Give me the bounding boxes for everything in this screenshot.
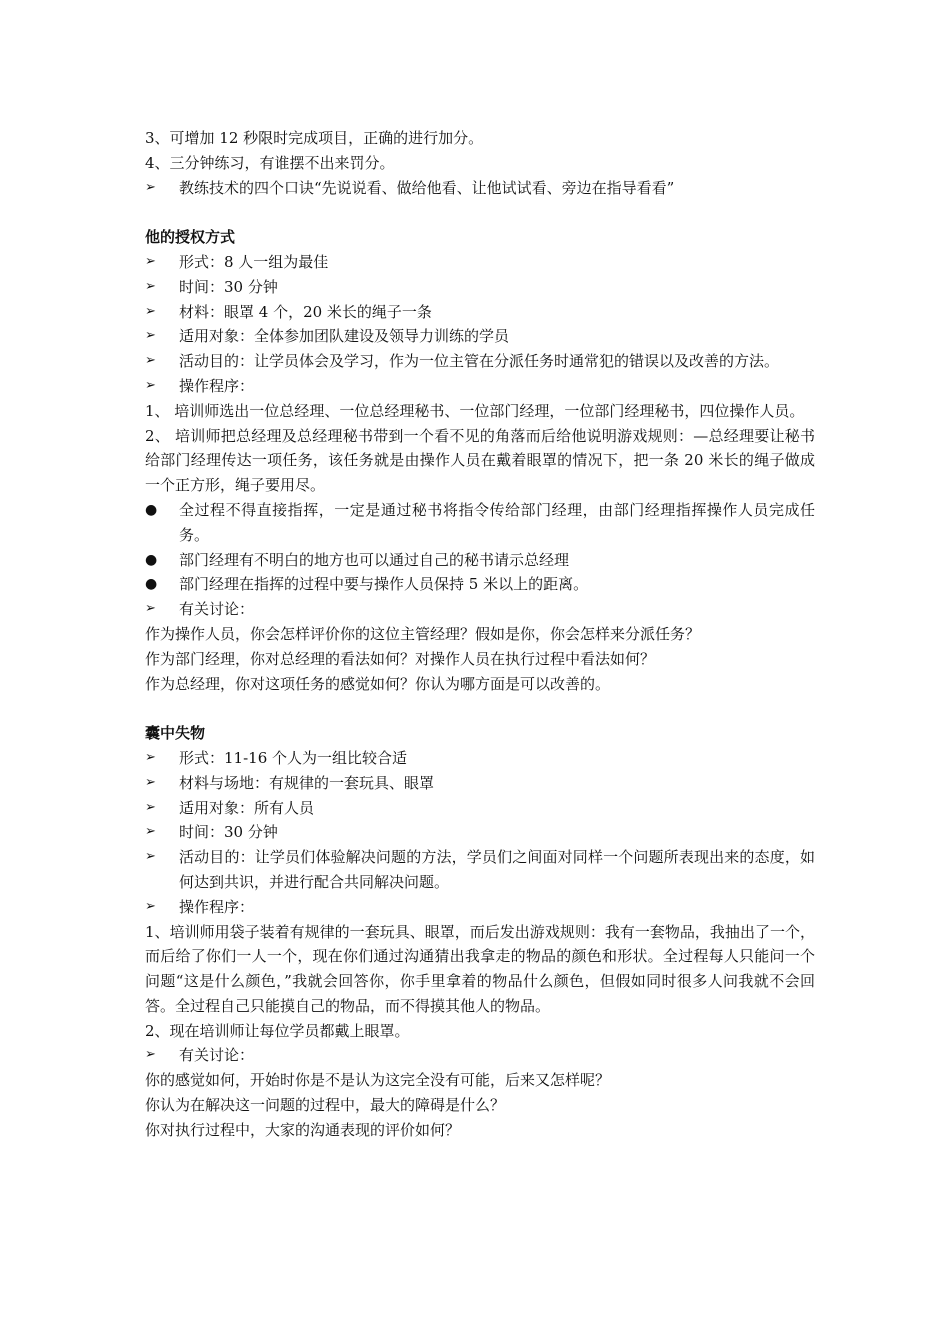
arrow-bullet-item (145, 796, 815, 821)
paragraph: 2、 培训师把总经理及总经理秘书带到一个看不见的角落而后给他说明游戏规则：—总经理要让秘书给部门经理传达一项任务，该任务就是由操作人员在戴着眼罩的情况下，把一条 20 米长的绳子做成一个正方形，绳子要用尽。 (145, 426, 815, 495)
section-title: 囊中失物 (145, 724, 206, 743)
arrow-bullet-icon: ➢ (145, 849, 156, 865)
bullet-text: 教练技术的四个口诀“先说说看、做给他看、让他试试看、旁边在指导看看” (179, 178, 675, 197)
text-line: 3、可增加 12 秒限时完成项目，正确的进行加分。 (145, 129, 484, 147)
arrow-bullet-item (145, 250, 815, 275)
spacer (145, 200, 815, 225)
spacer (145, 696, 815, 721)
arrow-bullet-item (145, 845, 815, 895)
question-line: 你认为在解决这一问题的过程中，最大的障碍是什么？ (145, 1096, 506, 1115)
dot-bullet-icon: ● (145, 576, 158, 593)
arrow-bullet-icon: ➢ (145, 253, 156, 269)
bullet-text: 材料与场地：有规律的一套玩具、眼罩 (179, 773, 435, 792)
bullet-text: 活动目的：让学员们体验解决问题的方法，学员们之间面对同样一个问题所表现出来的态度，如何达到共识，并进行配合共同解决问题。 (179, 848, 815, 891)
arrow-bullet-icon: ➢ (145, 377, 156, 393)
bullet-text: 活动目的：让学员体会及学习，作为一位主管在分派任务时通常犯的错误以及改善的方法。 (179, 352, 780, 371)
arrow-bullet-item (145, 374, 815, 399)
arrow-bullet-item (145, 349, 815, 374)
question-line: 你对执行过程中，大家的沟通表现的评价如何？ (145, 1120, 461, 1139)
question-line: 你的感觉如何，开始时你是不是认为这完全没有可能，后来又怎样呢？ (145, 1071, 611, 1090)
section-title: 他的授权方式 (145, 228, 236, 247)
arrow-bullet-icon: ➢ (145, 353, 156, 369)
bullet-text: 形式：8 人一组为最佳 (179, 252, 329, 271)
arrow-bullet-icon: ➢ (145, 328, 156, 344)
arrow-bullet-icon: ➢ (145, 824, 156, 840)
bullet-text: 全过程不得直接指挥，一定是通过秘书将指令传给部门经理，由部门经理指挥操作人员完成任务。 (179, 500, 815, 544)
paragraph: 2、现在培训师让每位学员都戴上眼罩。 (145, 1021, 410, 1040)
dot-bullet-item (145, 572, 815, 597)
arrow-bullet-item (145, 275, 815, 300)
arrow-bullet-icon: ➢ (145, 1047, 156, 1063)
arrow-bullet-icon: ➢ (145, 799, 156, 815)
bullet-text: 操作程序： (179, 897, 255, 916)
arrow-bullet-item (145, 1043, 815, 1068)
arrow-bullet-item (145, 324, 815, 349)
arrow-bullet-item (145, 176, 815, 201)
question-line: 作为总经理，你对这项任务的感觉如何？你认为哪方面是可以改善的。 (145, 674, 611, 693)
arrow-bullet-item (145, 597, 815, 622)
bullet-text: 适用对象：全体参加团队建设及领导力训练的学员 (179, 327, 510, 346)
question-line: 作为操作人员，你会怎样评价你的这位主管经理？假如是你，你会怎样来分派任务？ (145, 624, 701, 643)
bullet-text: 操作程序： (179, 376, 255, 395)
dot-bullet-icon: ● (145, 501, 158, 518)
bullet-text: 时间：30 分钟 (179, 823, 278, 842)
dot-bullet-item (145, 548, 815, 573)
arrow-bullet-icon: ➢ (145, 179, 156, 195)
bullet-text: 形式：11-16 个人为一组比较合适 (179, 748, 408, 767)
dot-bullet-icon: ● (145, 551, 158, 568)
question-line: 作为部门经理，你对总经理的看法如何？对操作人员在执行过程中看法如何？ (145, 649, 656, 668)
paragraph: 1、培训师用袋子装着有规律的一套玩具、眼罩，而后发出游戏规则：我有一套物品，我抽出了一个，而后给了你们一人一个，现在你们通过沟通猜出我拿走的物品的颜色和形状。全过程每人只能问一个问题“这是什么颜色，”我就会回答你，你手里拿着的物品什么颜色，但假如同时很多人问我就不会回答。全过程自己只能摸自己的物品，而不得摸其他人的物品。 (145, 922, 815, 1015)
arrow-bullet-item (145, 771, 815, 796)
paragraph: 1、 培训师选出一位总经理、一位总经理秘书、一位部门经理，一位部门经理秘书，四位操作人员。 (145, 401, 805, 420)
bullet-text: 有关讨论： (179, 1046, 255, 1065)
bullet-text: 部门经理在指挥的过程中要与操作人员保持 5 米以上的距离。 (179, 575, 589, 594)
arrow-bullet-icon: ➢ (145, 278, 156, 294)
arrow-bullet-item (145, 895, 815, 920)
arrow-bullet-item (145, 300, 815, 325)
bullet-text: 材料：眼罩 4 个，20 米长的绳子一条 (179, 302, 432, 321)
bullet-text: 适用对象：所有人员 (179, 798, 315, 817)
arrow-bullet-icon: ➢ (145, 898, 156, 914)
arrow-bullet-item (145, 746, 815, 771)
bullet-text: 有关讨论： (179, 600, 255, 619)
dot-bullet-item (145, 498, 815, 548)
bullet-text: 部门经理有不明白的地方也可以通过自己的秘书请示总经理 (179, 550, 570, 569)
bullet-text: 时间：30 分钟 (179, 277, 278, 296)
arrow-bullet-item (145, 820, 815, 845)
arrow-bullet-icon: ➢ (145, 303, 156, 319)
arrow-bullet-icon: ➢ (145, 774, 156, 790)
arrow-bullet-icon: ➢ (145, 601, 156, 617)
document-page (145, 126, 815, 1143)
text-line: 4、三分钟练习，有谁摆不出来罚分。 (145, 153, 395, 172)
arrow-bullet-icon: ➢ (145, 749, 156, 765)
